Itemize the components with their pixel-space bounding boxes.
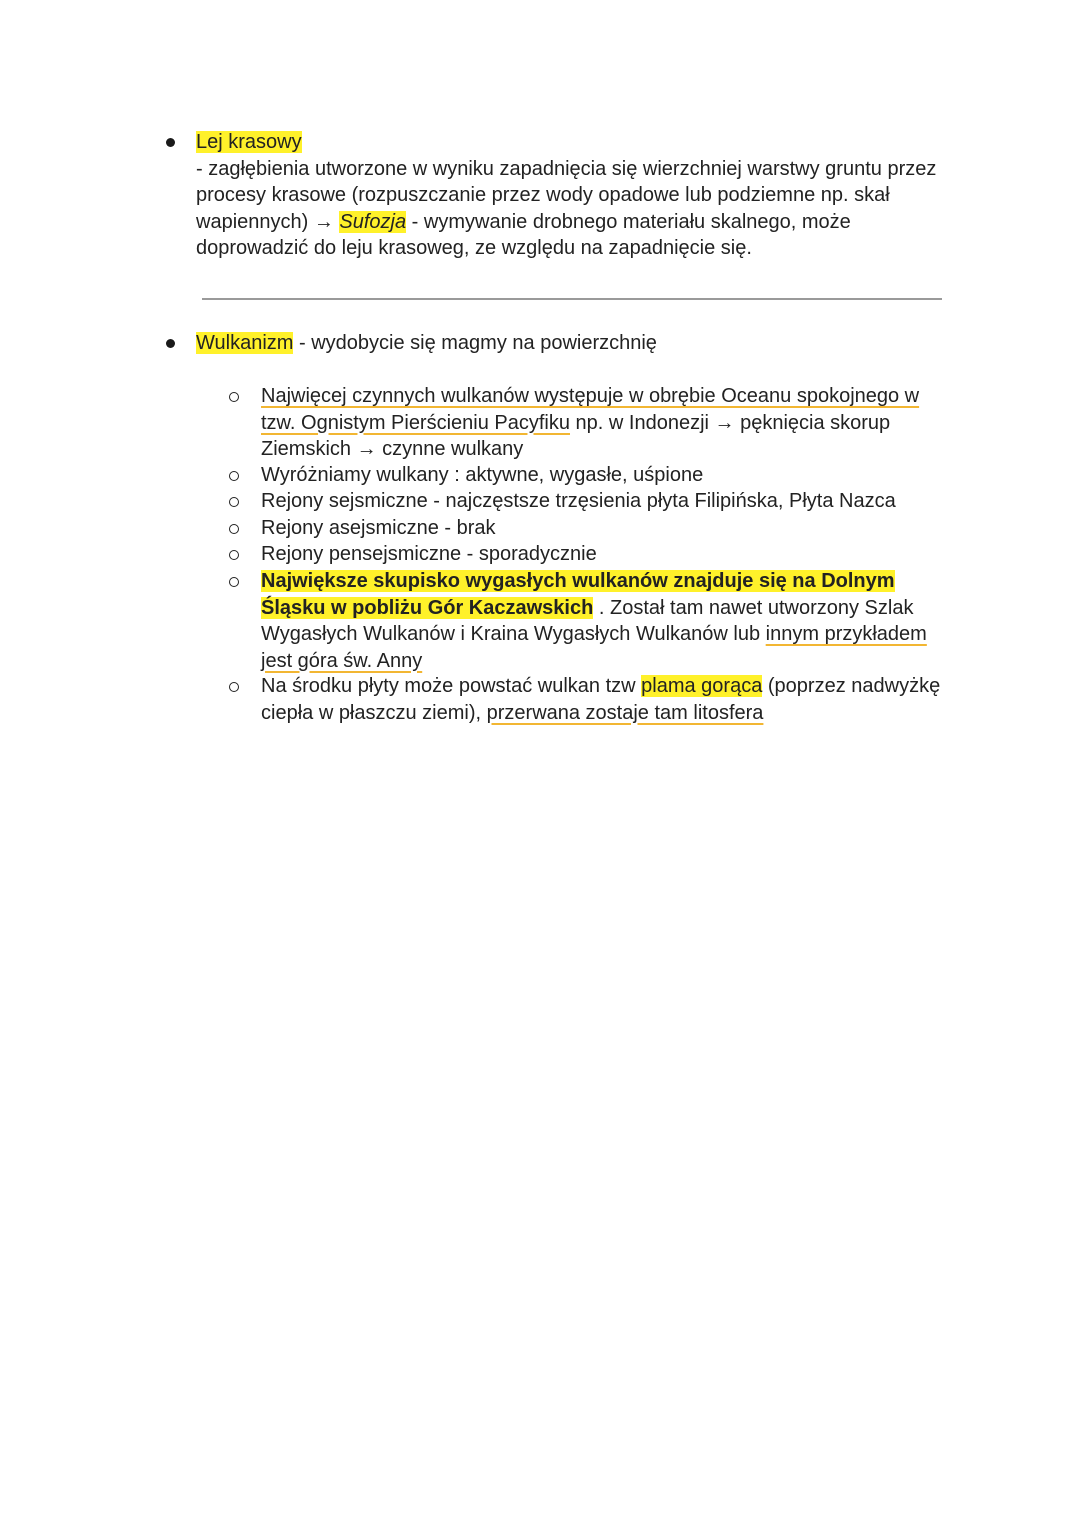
bullet-icon	[166, 138, 175, 147]
list-item: Rejony pensejsmiczne - sporadycznie	[261, 543, 597, 565]
section-title-rest: - wydobycie się magmy na powierzchnię	[293, 332, 657, 354]
highlighted-term: Sufozja	[339, 210, 407, 233]
list-item: Najwięcej czynnych wulkanów występuje w obrębie Oceanu spokojnego w tzw. Ognistym Pierścieniu Pacyfiku np. w Indonezji → pęknięcia skorup Ziemskich → czynne wulkany	[261, 385, 920, 460]
text-line: procesy krasowe (rozpuszczanie przez wody opadowe lub podziemne np. skał	[196, 184, 890, 206]
sub-bullet-icon	[229, 471, 239, 481]
sub-bullet-icon	[229, 524, 239, 534]
text-line: - zagłębienia utworzone w wyniku zapadnięcia się wierzchniej warstwy gruntu przez	[196, 157, 937, 180]
sub-bullet-icon	[229, 497, 239, 507]
section-title: Wulkanizm	[196, 332, 294, 354]
text-line: wapiennych) → Sufozja - wymywanie drobnego materiału skalnego, może	[196, 210, 851, 233]
section-title: Lej krasowy	[196, 131, 302, 153]
section-lej-krasowy	[196, 129, 956, 262]
section-wulkanizm	[196, 330, 956, 357]
list-item: Rejony asejsmiczne - brak	[261, 517, 496, 539]
sub-bullet-icon	[229, 392, 239, 402]
bullet-icon	[166, 339, 175, 348]
text-line: doprowadzić do leju krasoweg, ze względu na zapadnięcie się.	[196, 237, 752, 259]
list-item: Wyróżniamy wulkany : aktywne, wygasłe, uśpione	[261, 464, 704, 486]
sub-bullet-icon	[229, 550, 239, 560]
sub-bullet-icon	[229, 682, 239, 692]
list-item: Największe skupisko wygasłych wulkanów znajduje się na Dolnym Śląsku w pobliżu Gór Kaczawskich . Został tam nawet utworzony Szlak Wygasłych Wulkanów i Kraina Wygasłych Wulkanów lub innym przykładem jest góra św. Anny	[261, 570, 927, 672]
sub-bullet-icon	[229, 577, 239, 587]
list-item: Na środku płyty może powstać wulkan tzw plama gorąca (poprzez nadwyżkę ciepła w płaszczu ziemi), przerwana zostaje tam litosfera	[261, 675, 941, 724]
list-item: Rejony sejsmiczne - najczęstsze trzęsienia płyta Filipińska, Płyta Nazca	[261, 490, 896, 512]
horizontal-divider	[202, 298, 942, 300]
